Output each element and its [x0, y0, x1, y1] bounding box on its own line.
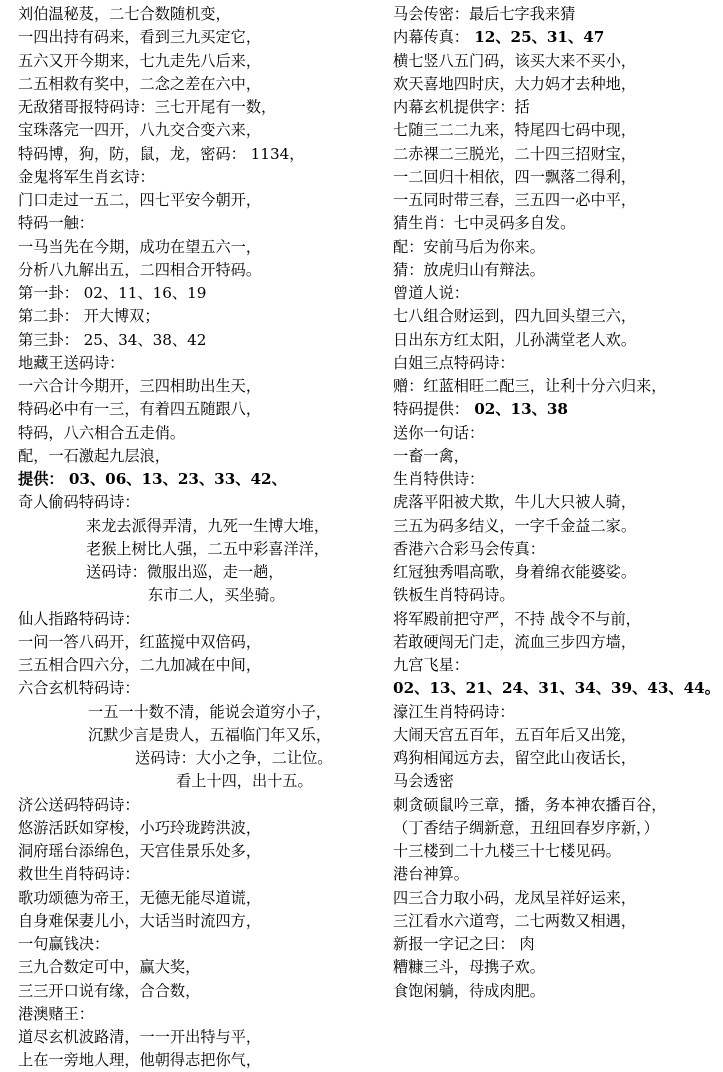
text-line: 白姐三点特码诗：	[393, 353, 515, 372]
text-line: 提供： 03、06、13、23、33、42、	[18, 470, 287, 488]
text-line: 大闹天宫五百年，五百年后又出笼，	[393, 725, 636, 744]
text-line: 马会透密	[393, 772, 454, 791]
text-line: 三九合数定可中，赢大奖，	[18, 958, 201, 977]
text-line: 自身难保妻儿小，大话当时流四方，	[18, 911, 261, 930]
text-line: 十三楼到二十九楼三十七楼见码。	[393, 842, 621, 860]
text-line: 铁板生肖特码诗。	[393, 586, 515, 605]
text-line: 三五为码多结义，一字千金益二家。	[393, 516, 636, 535]
text-line: 二赤裸二三脱光，二十四三招财宝，	[393, 144, 636, 163]
text-line: 鸡狗相闻远方去，留空此山夜话长，	[393, 749, 636, 767]
text-line: 曾道人说：	[393, 284, 469, 302]
text-line: 内幕玄机提供字：括	[393, 98, 530, 116]
text-line: 糟糠三斗，母携子欢。	[393, 958, 545, 977]
text-line: 一四出持有码来，看到三九买定它，	[18, 28, 261, 47]
text-line: 七八组合财运到，四九回头望三六，	[393, 307, 636, 326]
text-line: 一句赢钱决：	[18, 935, 110, 953]
text-line: 马会传密：最后七字我来猜	[393, 5, 576, 23]
text-line: 送码诗：大小之争，二让位。	[135, 749, 333, 767]
text-line: 送码诗：微服出巡，走一趟，	[86, 563, 284, 581]
text-line: （丁香结子绸新意，丑纽回春岁序新，）	[393, 818, 659, 837]
text-line: 配：安前马后为你来。	[393, 237, 545, 256]
text-line: 沉默少言是贵人，五福临门年又乐，	[88, 725, 331, 744]
text-line: 若敢硬闯无门走，流血三步四方墙，	[393, 632, 636, 651]
text-line: 济公送码特码诗：	[18, 795, 140, 814]
text-line: 宝珠落完一四开，八九交合变六来，	[18, 121, 261, 140]
text-line: 上在一旁地人理，他朝得志把你气，	[18, 1051, 261, 1070]
text-line: 内幕传真： 12、25、31、47	[393, 28, 605, 47]
text-line: 五六又开今期来，七九走先八后来，	[18, 51, 261, 70]
text-line: 将军殿前把守严，不持 战令不与前，	[393, 609, 641, 628]
text-line: 一五同时带三春，三五四一必中平，	[393, 191, 636, 209]
text-line: 刘伯温秘芨，二七合数随机变，	[18, 5, 231, 23]
text-line: 奇人偷码特码诗：	[18, 493, 140, 512]
text-line: 六合玄机特码诗：	[18, 679, 140, 698]
text-line: 七随三二二九来，特尾四七码中现，	[393, 121, 636, 140]
text-line: 仙人指路特码诗：	[18, 609, 140, 628]
text-line: 特码一触：	[18, 214, 94, 233]
text-line: 第一卦： 02、11、16、19	[18, 284, 207, 302]
text-line: 配，一石激起九层浪，	[18, 446, 170, 465]
text-line: 一畜一禽，	[393, 446, 469, 465]
text-line: 红冠独秀唱高歌，身着绵衣能婆娑。	[393, 563, 636, 581]
text-line: 一马当先在今期，成功在望五六一，	[18, 237, 261, 256]
text-line: 九宫飞星：	[393, 656, 469, 674]
text-line: 猜：放虎归山有辩法。	[393, 260, 545, 279]
text-line: 日出东方红太阳，儿孙满堂老人欢。	[393, 330, 636, 349]
text-line: 赠：红蓝相旺二配三，让利十分六归来，	[393, 377, 667, 395]
text-line: 港澳赌王：	[18, 1004, 94, 1023]
text-line: 猜生肖：七中灵码多自发。	[393, 214, 576, 233]
text-line: 四三合力取小码，龙凤呈祥好运来，	[393, 888, 636, 907]
text-line: 来龙去派得弄清，九死一生博大堆，	[86, 516, 329, 535]
text-line: 濠江生肖特码诗：	[393, 702, 515, 721]
text-line: 老猴上树比人强，二五中彩喜洋洋，	[86, 539, 329, 558]
text-line: 悠游活跃如穿梭，小巧玲珑跨洪波，	[18, 818, 261, 837]
text-line: 分析八九解出五，二四相合开特码。	[18, 260, 261, 279]
text-line: 特码，八六相合五走俏。	[18, 423, 186, 442]
text-line: 一二回归十相依，四一飘落二得利，	[393, 167, 636, 186]
text-line: 刺贪硕鼠吟三章，播，务本神农播百谷，	[393, 795, 667, 814]
text-line: 无敌猪哥报特码诗：三七开尾有一数，	[18, 98, 277, 116]
text-line: 02、13、21、24、31、34、39、43、44。	[393, 679, 720, 698]
text-line: 看上十四，出十五。	[176, 772, 313, 791]
text-line: 第三卦： 25、34、38、42	[18, 330, 207, 349]
text-line: 东市二人，买坐骑。	[148, 586, 285, 605]
text-line: 三三开口说有缘，合合数，	[18, 981, 201, 1000]
text-line: 洞府瑶台添绵色，天宫佳景乐处多，	[18, 842, 261, 860]
text-line: 一六合计今期开，三四相助出生天，	[18, 377, 261, 395]
text-line: 特码必中有一三，有着四五随跟八，	[18, 400, 261, 419]
text-line: 特码博，狗，防，鼠，龙，密码： 1134，	[18, 144, 305, 163]
text-line: 三江看水六道弯，二七两数又相遇，	[393, 911, 636, 930]
text-line: 食饱闲躺，待成肉肥。	[393, 981, 545, 1000]
text-line: 第二卦： 开大博双；	[18, 307, 160, 326]
text-line: 虎落平阳被犬欺，牛儿大只被人骑，	[393, 493, 636, 512]
text-line: 门口走过一五二，四七平安今朝开，	[18, 191, 261, 209]
text-line: 金鬼将军生肖玄诗：	[18, 167, 155, 186]
text-line: 横七竖八五门码，该买大来不买小，	[393, 51, 636, 70]
text-line: 地藏王送码诗：	[18, 353, 125, 372]
text-line: 欢天喜地四时庆，大力妈才去种地，	[393, 74, 636, 93]
text-line: 港台神算。	[393, 865, 469, 884]
text-line: 特码提供： 02、13、38	[393, 400, 569, 419]
text-line: 救世生肖特码诗：	[18, 865, 140, 884]
text-line: 一问一答八码开，红蓝搅中双倍码，	[18, 632, 261, 651]
text-line: 送你一句话：	[393, 423, 485, 442]
text-line: 新报一字记之曰： 肉	[393, 935, 535, 953]
text-line: 三五相合四六分，二九加减在中间，	[18, 656, 261, 674]
text-line: 道尽玄机波路清，一一开出特与平，	[18, 1028, 261, 1046]
text-line: 生肖特供诗：	[393, 470, 485, 488]
text-line: 二五相救有奖中，二念之差在六中，	[18, 74, 261, 93]
text-line: 一五一十数不清，能说会道穷小子，	[88, 702, 331, 721]
text-line: 歌功颂德为帝王，无德无能尽道谎，	[18, 888, 261, 907]
text-line: 香港六合彩马会传真：	[393, 539, 545, 558]
